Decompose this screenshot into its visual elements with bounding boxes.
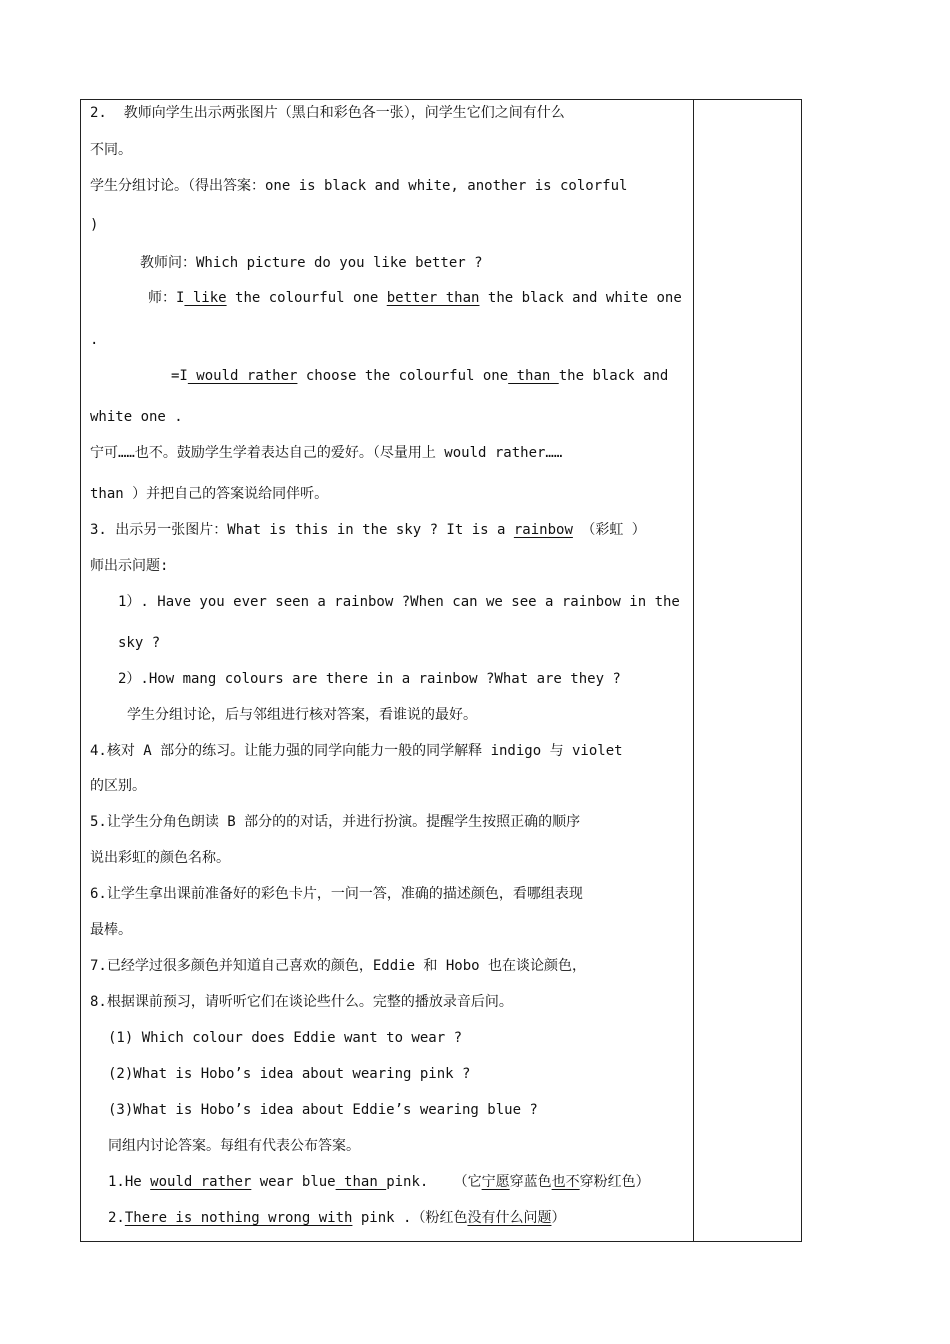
question-1-cont: sky ? xyxy=(118,635,161,651)
group-discussion-line: 学生分组讨论。（得出答案：one is black and white, another is colorful xyxy=(90,178,628,194)
step-5-line-2: 说出彩虹的颜色名称。 xyxy=(90,850,230,866)
example-continuation: white one . xyxy=(90,409,183,425)
text-segment: 1.He xyxy=(108,1174,151,1190)
rather-explanation: 宁可……也不。鼓励学生学着表达自己的爱好。（尽量用上 would rather…… xyxy=(90,445,563,461)
text-segment: pink. （它 xyxy=(386,1174,482,1190)
answer-1 xyxy=(108,1173,650,1191)
step-2-line-2: 不同。 xyxy=(90,142,132,158)
text-segment: =I xyxy=(171,368,188,384)
text-segment: 穿蓝色 xyxy=(509,1174,552,1190)
closing-paren: ) xyxy=(90,217,99,233)
question-2: 2）.How mang colours are there in a rainbow ?What are they ? xyxy=(118,671,621,687)
text-segment: 师：I xyxy=(148,290,185,306)
underlined-rainbow: rainbow xyxy=(513,522,573,538)
listening-question-1: (1) Which colour does Eddie want to wear ? xyxy=(108,1030,463,1046)
underlined-than: than xyxy=(335,1174,387,1190)
listening-question-2: (2)What is Hobo’s idea about wearing pink ? xyxy=(108,1066,471,1082)
step-6-line-2: 最棒。 xyxy=(90,922,132,938)
step-5-line-1: 5.让学生分角色朗读 B 部分的的对话，并进行扮演。提醒学生按照正确的顺序 xyxy=(90,814,581,830)
underlined-would-rather: would rather xyxy=(187,368,298,384)
listening-question-3: (3)What is Hobo’s idea about Eddie’s wearing blue ? xyxy=(108,1102,538,1118)
step-2-line-1: 2. 教师向学生出示两张图片（黑白和彩色各一张），问学生它们之间有什么 xyxy=(90,105,565,121)
teacher-question: 教师问：Which picture do you like better ? xyxy=(140,255,483,271)
teacher-questions-heading: 师出示问题: xyxy=(90,558,169,574)
step-8-line: 8.根据课前预习，请听听它们在谈论些什么。完整的播放录音后问。 xyxy=(90,994,513,1010)
underlined-nothing-wrong: There is nothing wrong with xyxy=(124,1210,353,1226)
text-segment: 3. 出示另一张图片：What is this in the sky ? It is a xyxy=(90,522,514,538)
step-4-line-1: 4.核对 A 部分的练习。让能力强的同学向能力一般的同学解释 indigo 与 violet xyxy=(90,743,623,759)
period-line: . xyxy=(90,332,99,348)
underlined-like: like xyxy=(184,290,227,306)
underlined-yebu: 也不 xyxy=(551,1174,580,1190)
text-segment: the colourful one xyxy=(226,290,387,306)
underlined-better-than: better than xyxy=(386,290,480,306)
column-divider xyxy=(693,99,694,1242)
step-7-line: 7.已经学过很多颜色并知道自己喜欢的颜色，Eddie 和 Hobo 也在谈论颜色， xyxy=(90,958,587,974)
text-segment: choose the colourful one xyxy=(297,368,509,384)
teacher-example-line xyxy=(148,289,682,307)
underlined-than: than xyxy=(508,368,559,384)
group-answer-line: 同组内讨论答案。每组有代表公布答案。 xyxy=(108,1138,360,1154)
underlined-ningyuan: 宁愿 xyxy=(481,1174,510,1190)
text-segment: the black and white one xyxy=(479,290,682,306)
text-segment: （彩虹 ） xyxy=(572,522,646,538)
step-4-line-2: 的区别。 xyxy=(90,778,146,794)
text-segment: 2. xyxy=(108,1210,125,1226)
rather-explanation-2: than ）并把自己的答案说给同伴听。 xyxy=(90,486,329,502)
answer-2 xyxy=(108,1209,565,1227)
text-segment: ） xyxy=(551,1210,566,1226)
would-rather-example xyxy=(171,367,668,385)
text-segment: wear blue xyxy=(251,1174,336,1190)
step-3-line xyxy=(90,521,646,539)
step-6-line-1: 6.让学生拿出课前准备好的彩色卡片，一问一答，准确的描述颜色，看哪组表现 xyxy=(90,886,583,902)
text-segment: pink .（粉红色 xyxy=(352,1210,468,1226)
underlined-would-rather: would rather xyxy=(150,1174,252,1190)
underlined-no-problem: 没有什么问题 xyxy=(467,1210,552,1226)
text-segment: 穿粉红色） xyxy=(579,1174,650,1190)
text-segment: the black and xyxy=(558,368,669,384)
question-1: 1）. Have you ever seen a rainbow ?When can we see a rainbow in the xyxy=(118,594,680,610)
group-check-line: 学生分组讨论，后与邻组进行核对答案，看谁说的最好。 xyxy=(127,707,477,723)
